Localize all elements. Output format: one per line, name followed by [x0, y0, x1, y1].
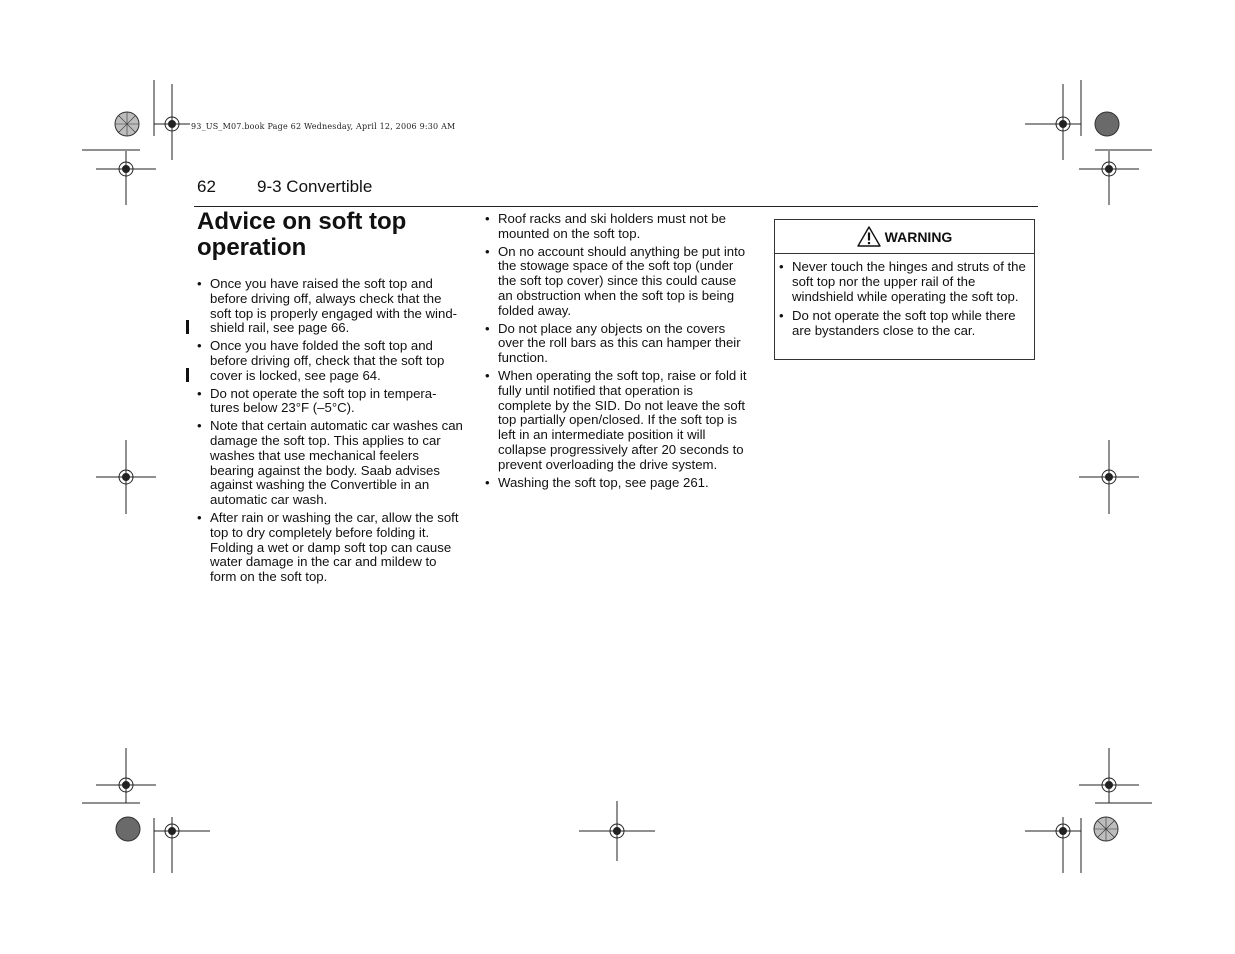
- page-title-line: operation: [197, 234, 307, 261]
- warning-box: [774, 219, 1035, 360]
- warning-triangle-icon: [857, 226, 881, 247]
- column-left: [197, 209, 465, 588]
- list-item: • When operating the soft top, raise or fold it fully until notified that operation is complete by the SID. Do not leave the soft top partially open/closed. If the soft top is left in an intermediate position it will collapse progressively after 20 seconds to prevent overloading the drive system.: [485, 369, 749, 473]
- change-bar: [186, 320, 189, 334]
- warning-header: [775, 220, 1034, 254]
- warning-list: [779, 260, 1030, 339]
- list-item: • Roof racks and ski holders must not be mounted on the soft top.: [485, 212, 749, 242]
- list-item: • Do not operate the soft top in tempera-tures below 23°F (–5°C).: [197, 387, 465, 417]
- list-item: • Do not place any objects on the covers over the roll bars as this can hamper their function.: [485, 322, 749, 366]
- page-number: 62: [197, 177, 216, 196]
- print-slug: 93_US_M07.book Page 62 Wednesday, April 12, 2006 9:30 AM: [191, 122, 456, 131]
- list-item: • On no account should anything be put into the stowage space of the soft top (under the soft top cover) since this could cause an obstruction when the soft top is being folded away.: [485, 245, 749, 319]
- list-item: • Once you have raised the soft top and before driving off, always check that the soft top is properly engaged with the wind-shield rail, see page 66.: [197, 277, 465, 336]
- change-bar: [186, 368, 189, 382]
- running-head: [197, 177, 372, 197]
- column-middle: [485, 212, 749, 493]
- list-item: • Note that certain automatic car washes can damage the soft top. This applies to car washes that use mechanical feelers bearing against the body. Saab advises against washing the Convertible in an automatic car wash.: [197, 419, 465, 508]
- header-rule: [194, 206, 1038, 207]
- page-title: [197, 209, 465, 261]
- page-title-line: Advice on soft top: [197, 208, 407, 235]
- list-item: • Once you have folded the soft top and before driving off, check that the soft top cover is locked, see page 64.: [197, 339, 465, 383]
- advice-list-continued: [485, 212, 749, 490]
- section-title: 9-3 Convertible: [257, 177, 373, 196]
- warning-label: WARNING: [884, 228, 953, 245]
- list-item: • Never touch the hinges and struts of the soft top nor the upper rail of the windshield while operating the soft top.: [779, 260, 1030, 304]
- warning-body: [775, 254, 1034, 339]
- list-item: • Do not operate the soft top while there are bystanders close to the car.: [779, 309, 1030, 339]
- advice-list: [197, 277, 465, 585]
- list-item: • Washing the soft top, see page 261.: [485, 476, 749, 491]
- list-item: • After rain or washing the car, allow the soft top to dry completely before folding it. Folding a wet or damp soft top can cause water damage in the car and mildew to form on the soft top.: [197, 511, 465, 585]
